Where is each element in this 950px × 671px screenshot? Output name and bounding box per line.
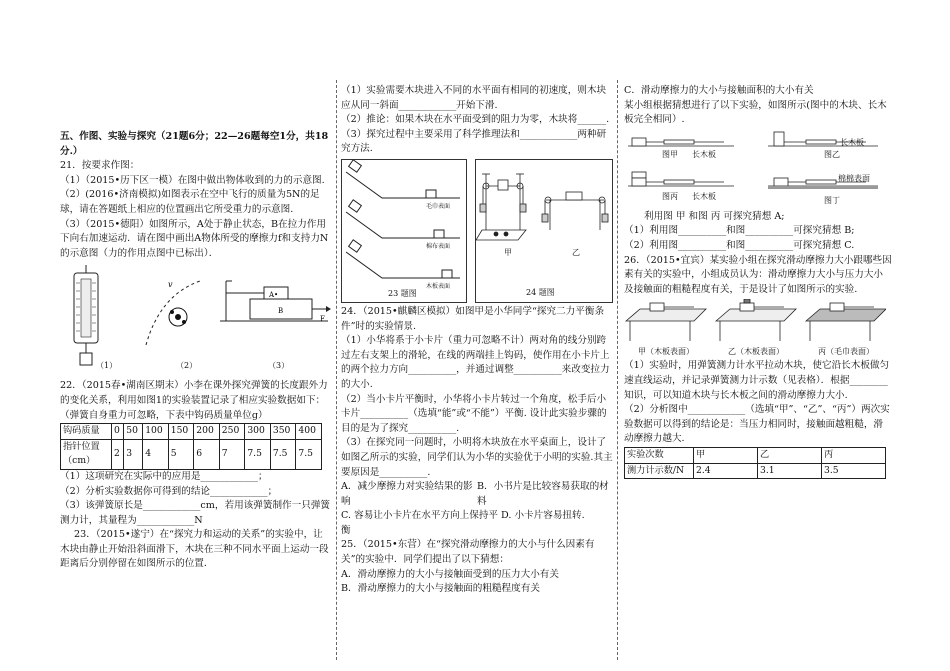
q24-part1: （1）小华将系于小卡片（重力可忽略不计）两对角的线分别跨过左右支架上的滑轮，在线的两端挂上钩码，使作用在小卡片上的两个拉力方向__________，并通过调整__________来改变拉力的大小. — [341, 335, 610, 390]
fig24-label-b: 乙 — [572, 247, 580, 257]
q26-figures — [624, 297, 892, 359]
q25-description: 某小组根据猜想进行了以下实验，如图所示(图中的木块、长木板完全相同）. — [624, 99, 887, 126]
q25-part2: （2）利用图__________和图__________可探究猜想 C. — [624, 239, 855, 251]
fig-bing-label: 图丙 — [662, 191, 678, 201]
q25-hypothesis-a: A．滑动摩擦力的大小与接触面受到的压力大小有关 — [341, 568, 559, 580]
q24-options-row1 — [341, 480, 613, 509]
q25-hypothesis-b: B．滑动摩擦力的大小与接触面的粗糙程度有关 — [341, 583, 540, 595]
q26-part1: （1）实验时，用弹簧测力计水平拉动木块，使它沿长木板做匀速直线运动，并记录弹簧测力计示数（见表格）．根据________知识，可以知道木块与长木板之间的滑动摩擦力大小. — [624, 360, 890, 401]
q24-option-b: B．小书片是比较容易获取的材料 — [477, 481, 609, 507]
q26-fig-label-b: 乙（木板表面） — [728, 347, 784, 357]
table-cell: 6 — [194, 439, 220, 469]
column-right — [624, 0, 892, 479]
q26-part2: （2）分析图中____________（选填“甲”、“乙”、“丙”）两次实验数据可以得到的结论是：当压力相同时，接触面越粗糙，滑动摩擦力越大. — [624, 404, 890, 445]
q22-part2: （2）分析实验数据你可得到的结论____________； — [60, 485, 278, 497]
q25-text: 25．（2015•东营）在“探究滑动摩擦力的大小与什么因素有关”的实验中．同学们提出了以下猜想： — [341, 539, 595, 566]
board-label-4: 棉棉表面 — [838, 173, 870, 183]
table-cell: 丙 — [822, 447, 886, 463]
q23-q24-figures — [341, 159, 613, 305]
q26-text: 26．（2015•宜宾）某实验小组在探究滑动摩擦力大小跟哪些因素有关的实验中，小组成员认为：滑动摩擦力大小与压力大小及接触面的粗糙程度有关，于是设计了如图所示的实验. — [624, 254, 892, 295]
table-cell: 2 — [112, 439, 124, 469]
table-cell: 甲 — [694, 447, 758, 463]
q25-use: 利用图 甲 和图 丙 可探究猜想 A; — [644, 210, 785, 222]
q22-text: 22．（2015春•湖南区期末）小李在课外探究弹簧的长度跟外力的变化关系，利用如图1的实验装置记录了相应实验数据如下：（弹簧自身重力可忽略，下表中钩码质量单位g） — [60, 380, 328, 421]
cotton-surface-label: 棉布表面 — [426, 242, 451, 250]
table-cell: 测力计示数/N — [625, 463, 694, 479]
table-cell: 0 — [112, 424, 124, 440]
q24-text: 24．（2015•麒麟区模拟）如图甲是小华同学“探究二力平衡条件”时的实验情景. — [341, 305, 605, 332]
table-cell: 400 — [296, 424, 322, 440]
fig24-caption: 24 题图 — [526, 287, 555, 297]
table-cell: 实验次数 — [625, 447, 694, 463]
block-a-label: A• — [269, 291, 279, 300]
table-row — [625, 447, 886, 463]
q25-part1: （1）利用图__________和图__________可探究猜想 B; — [624, 225, 855, 237]
football-figure — [140, 275, 210, 355]
q24-option-a: A．减少摩擦力对实验结果的影响 — [341, 481, 473, 507]
table-cell: 钩码质量 — [61, 424, 112, 440]
incline-figure — [342, 160, 466, 284]
svg-text:v: v — [168, 280, 173, 290]
q26-table — [624, 447, 886, 479]
q23-text: 23．（2015•遂宁）在“探究力和运动的关系”的实验中，让木块由静止开始沿斜面滑下，木块在三种不同水平面上运动一段距离后分别停留在如图所示的位置． — [60, 529, 329, 570]
q23-part3: （3）探究过程中主要采用了科学推理法和____________两种研究方法. — [341, 128, 607, 155]
table-cell: 指针位置（cm） — [61, 439, 112, 469]
q21-intro: 21．按要求作图： — [60, 160, 140, 172]
table-cell: 3.5 — [822, 463, 886, 479]
fig24-box — [475, 159, 613, 303]
towel-surface-label: 毛巾表面 — [426, 202, 451, 210]
fig3-label: （3） — [268, 361, 290, 371]
q25-figures — [624, 128, 892, 210]
table-cell: 200 — [194, 424, 220, 440]
q24-part2: （2）当小卡片平衡时，小华将小卡片转过一个角度，松手后小卡片__________（选填“能”或“不能”）平衡. 设计此实验步骤的目的是为了探究__________. — [341, 393, 607, 434]
q24-part3: （3）在探究同一问题时，小明将木块放在水平桌面上，设计了如图乙所示的实验，同学们认为小华的实验优于小明的实验.其主要原因是__________. — [341, 437, 613, 478]
q21-part1: （1）（2015•历下区一模）在图中做出物体收到的力的示意图. — [60, 174, 325, 186]
q26-fig-label-a: 甲（木板表面） — [638, 347, 694, 357]
table-cell: 7.5 — [296, 439, 322, 469]
fig24-label-a: 甲 — [504, 247, 512, 257]
q24-option-d: D. 小卡片容易扭转. — [501, 510, 585, 522]
board-label-1: 长木板 — [692, 149, 716, 159]
table-cell: 3 — [124, 439, 143, 469]
q23-part1: （1）实验需要木块进入不同的水平面有相同的初速度，则木块应从同一斜面____________开始下滑. — [341, 85, 607, 111]
table-cell: 150 — [168, 424, 194, 440]
fig-jia-label: 图甲 — [662, 149, 678, 159]
board-label-3: 长木板 — [692, 191, 716, 201]
fig1-label: （1） — [96, 361, 118, 371]
table-cell: 250 — [219, 424, 245, 440]
fig-ding-label: 图丁 — [824, 195, 840, 205]
table-cell: 100 — [143, 424, 169, 440]
column-divider-right — [617, 80, 618, 660]
q23-part2: （2）推论：如果木块在水平面受到的阻力为零，木块将______. — [341, 114, 610, 126]
table-cell: 2.4 — [694, 463, 758, 479]
block-b-label: B — [278, 307, 284, 316]
table-row — [625, 463, 886, 479]
column-divider-left — [336, 80, 337, 660]
q22-part3: （3）该弹簧原长是____________cm，若用该弹簧制作一只弹簧测力计，其量程为____________N — [60, 500, 331, 526]
q25-hypothesis-c: C．滑动摩擦力的大小与接触面积的大小有关 — [624, 85, 814, 96]
two-force-balance-figure — [476, 160, 612, 270]
table-cell: 50 — [124, 424, 143, 440]
fig23-caption: 23 题图 — [388, 288, 417, 298]
table-cell: 5 — [168, 439, 194, 469]
force-f-label: F — [320, 315, 325, 324]
table-cell: 7 — [219, 439, 245, 469]
board-surface-label: 木板表面 — [426, 282, 451, 290]
block-ab-figure — [220, 273, 332, 353]
fig23-box — [341, 159, 467, 303]
column-middle — [341, 0, 613, 597]
q24-options-row2 — [341, 509, 613, 538]
q21-part3: （3）（2015•德阳）如图所示，A处于静止状态，B在拉力作用下向右加速运动．请在图中画出A物体所受的摩擦力f和支持力N的示意图（力的作用点图中已标出）． — [60, 218, 329, 259]
board-label-2: 长木板 — [840, 137, 864, 147]
q21-figures — [60, 261, 332, 379]
fig2-label: （2） — [176, 361, 198, 371]
table-row — [61, 439, 322, 469]
table-cell: 3.1 — [758, 463, 822, 479]
table-cell: 7.5 — [270, 439, 296, 469]
table-cell: 4 — [143, 439, 169, 469]
table-cell: 300 — [245, 424, 271, 440]
table-row — [61, 424, 322, 440]
q24-option-c: C. 容易让小卡片在水平方向上保持平衡 — [341, 510, 499, 536]
q26-fig-label-c: 丙（毛巾表面） — [818, 347, 874, 357]
table-cell: 7.5 — [245, 439, 271, 469]
friction-table-figure — [624, 299, 886, 343]
q22-part1: （1）这项研究在实际中的应用是____________； — [60, 470, 268, 482]
q22-table — [60, 423, 322, 470]
fig-yi-label: 图乙 — [824, 149, 840, 159]
column-left — [60, 0, 332, 572]
table-cell: 乙 — [758, 447, 822, 463]
q21-part2: （2）(2016•济南模拟)如图表示在空中飞行的质量为5N的足球，请在答题纸上相应的位置画出它所受重力的示意图. — [60, 189, 320, 215]
section-title: 五、作图、实验与探究（21题6分；22—26题每空1分，共18分.） — [60, 131, 329, 157]
table-cell: 350 — [270, 424, 296, 440]
